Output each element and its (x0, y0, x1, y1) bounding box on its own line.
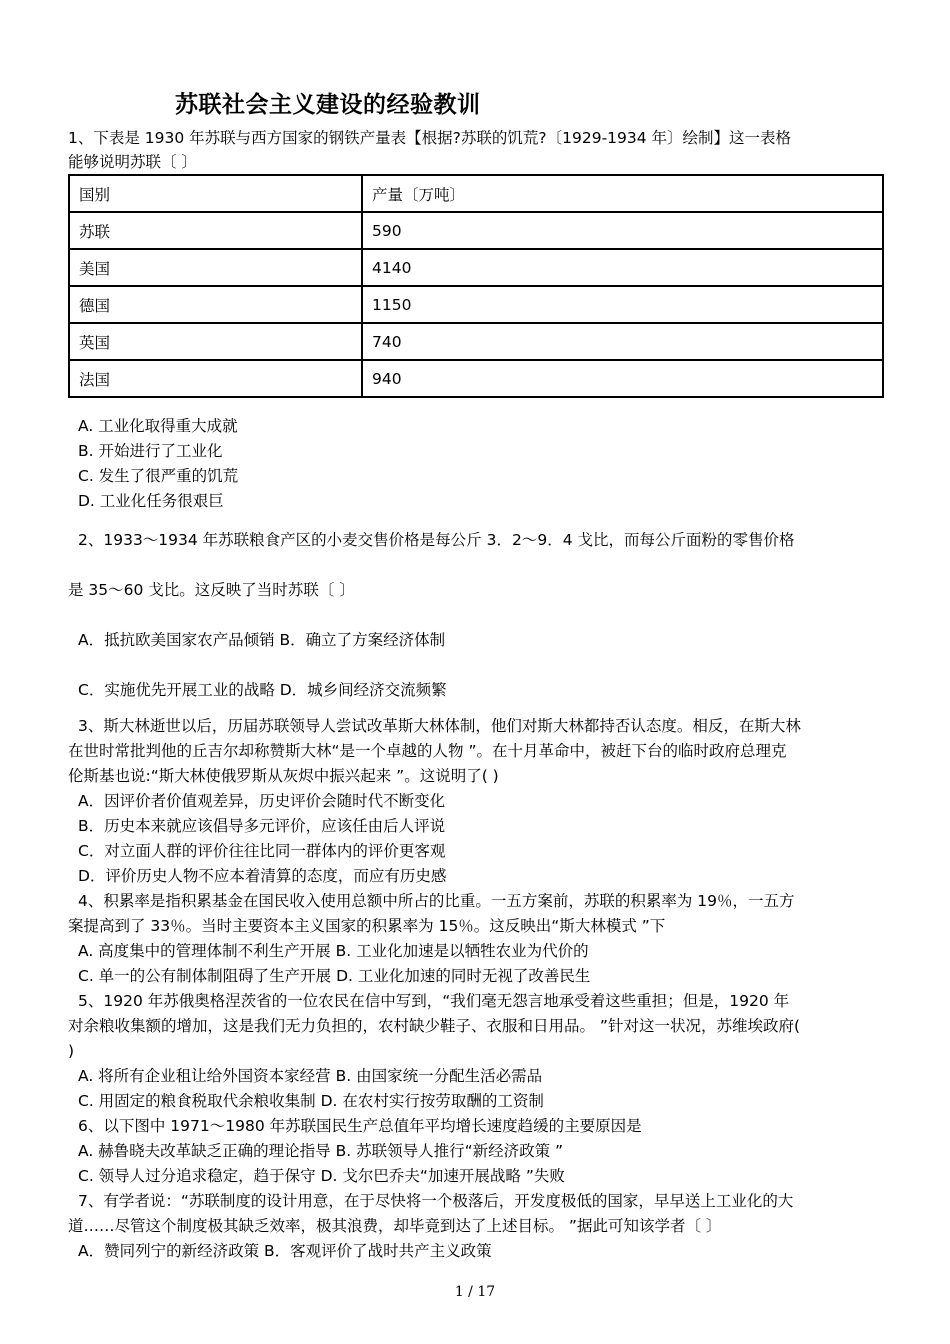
q5-options-ab: A. 将所有企业租让给外国资本家经营 B. 由国家统一分配生活必需品 (78, 1067, 543, 1085)
steel-production-table (68, 174, 884, 398)
q1-option-a: A. 工业化取得重大成就 (78, 417, 238, 435)
table-cell-country: 英国 (69, 323, 362, 360)
q5-stem-line2: 对余粮收集额的增加，这是我们无力负担的，农村缺少鞋子、衣服和日用品。 ”针对这一状况，苏维埃政府( (68, 1017, 801, 1035)
q2-options-cd: C．实施优先开展工业的战略 D．城乡间经济交流频繁 (78, 681, 447, 699)
q2-stem-line2: 是 35～60 戈比。这反映了当时苏联〔 〕 (68, 581, 355, 599)
q1-stem-line2: 能够说明苏联〔 〕 (68, 153, 197, 171)
table-row (69, 249, 883, 286)
q4-stem-line1: 4、积累率是指积累基金在国民收入使用总额中所占的比重。一五方案前，苏联的积累率为 19％，一五方 (78, 892, 795, 910)
q2-options-ab: A．抵抗欧美国家农产品倾销 B．确立了方案经济体制 (78, 631, 446, 649)
table-row (69, 323, 883, 360)
table-cell-output: 1150 (362, 286, 883, 323)
q3-stem-line2: 在世时常批判他的丘吉尔却称赞斯大林“是一个卓越的人物 ”。在十月革命中，被赶下台的临时政府总理克 (68, 742, 787, 760)
q2-stem-line1: 2、1933～1934 年苏联粮食产区的小麦交售价格是每公斤 3．2～9．4 戈比，而每公斤面粉的零售价格 (78, 531, 795, 549)
q3-option-c: C．对立面人群的评价往往比同一群体内的评价更客观 (78, 842, 446, 860)
q7-stem-line1: 7、有学者说：“苏联制度的设计用意，在于尽快将一个极落后，开发度极低的国家，早早送上工业化的大 (78, 1192, 794, 1210)
table-row (69, 286, 883, 323)
table-cell-country: 法国 (69, 360, 362, 397)
q3-option-b: B．历史本来就应该倡导多元评价，应该任由后人评说 (78, 817, 446, 835)
q1-option-c: C. 发生了很严重的饥荒 (78, 467, 239, 485)
q4-options-cd: C. 单一的公有制体制阻碍了生产开展 D. 工业化加速的同时无视了改善民生 (78, 967, 591, 985)
q4-options-ab: A. 高度集中的管理体制不利生产开展 B. 工业化加速是以牺牲农业为代价的 (78, 942, 589, 960)
q3-stem-line1: 3、斯大林逝世以后，历届苏联领导人尝试改革斯大林体制，他们对斯大林都持否认态度。相反，在斯大林 (78, 717, 801, 735)
q3-stem-line3: 伦斯基也说:“斯大林使俄罗斯从灰烬中振兴起来 ”。这说明了( ) (68, 767, 499, 785)
q6-options-ab: A. 赫鲁晓夫改革缺乏正确的理论指导 B. 苏联领导人推行“新经济政策 ” (78, 1142, 564, 1160)
q5-options-cd: C. 用固定的粮食税取代余粮收集制 D. 在农村实行按劳取酬的工资制 (78, 1092, 544, 1110)
q3-option-a: A．因评价者价值观差异，历史评价会随时代不断变化 (78, 792, 446, 810)
page-title: 苏联社会主义建设的经验教训 (175, 92, 481, 118)
table-cell-country: 美国 (69, 249, 362, 286)
table-cell-output: 590 (362, 212, 883, 249)
q7-stem-line2: 道……尽管这个制度极其缺乏效率，极其浪费，却毕竟到达了上述目标。 ”据此可知该学者〔 〕 (68, 1217, 722, 1235)
q3-option-d: D．评价历史人物不应本着清算的态度，而应有历史感 (78, 867, 447, 885)
table-row (69, 212, 883, 249)
q7-options-ab: A．赞同列宁的新经济政策 B．客观评价了战时共产主义政策 (78, 1242, 492, 1260)
q6-stem-line1: 6、以下图中 1971～1980 年苏联国民生产总值年平均增长速度趋缓的主要原因是 (78, 1117, 642, 1135)
q4-stem-line2: 案提高到了 33％。当时主要资本主义国家的积累率为 15％。这反映出“斯大林模式 ”下 (68, 917, 666, 935)
table-cell-country: 德国 (69, 286, 362, 323)
table-cell-output: 4140 (362, 249, 883, 286)
table-header-row (69, 175, 883, 212)
table-cell-country: 苏联 (69, 212, 362, 249)
q5-stem-line3: ) (68, 1042, 75, 1060)
page-number: 1 / 17 (454, 1284, 496, 1300)
table-row (69, 360, 883, 397)
table-header-cell: 国别 (69, 175, 362, 212)
q6-options-cd: C. 领导人过分追求稳定，趋于保守 D. 戈尔巴乔夫“加速开展战略 ”失败 (78, 1167, 565, 1185)
q1-option-b: B. 开始进行了工业化 (78, 442, 223, 460)
table-cell-output: 940 (362, 360, 883, 397)
q1-option-d: D. 工业化任务很艰巨 (78, 492, 224, 510)
table-cell-output: 740 (362, 323, 883, 360)
q1-stem-line1: 1、下表是 1930 年苏联与西方国家的钢铁产量表【根据?苏联的饥荒?〔1929-1934 年〕绘制】这一表格 (68, 129, 792, 147)
q5-stem-line1: 5、1920 年苏俄奥格涅茨省的一位农民在信中写到，“我们毫无怨言地承受着这些重担；但是，1920 年 (78, 992, 790, 1010)
table-header-cell: 产量〔万吨〕 (362, 175, 883, 212)
